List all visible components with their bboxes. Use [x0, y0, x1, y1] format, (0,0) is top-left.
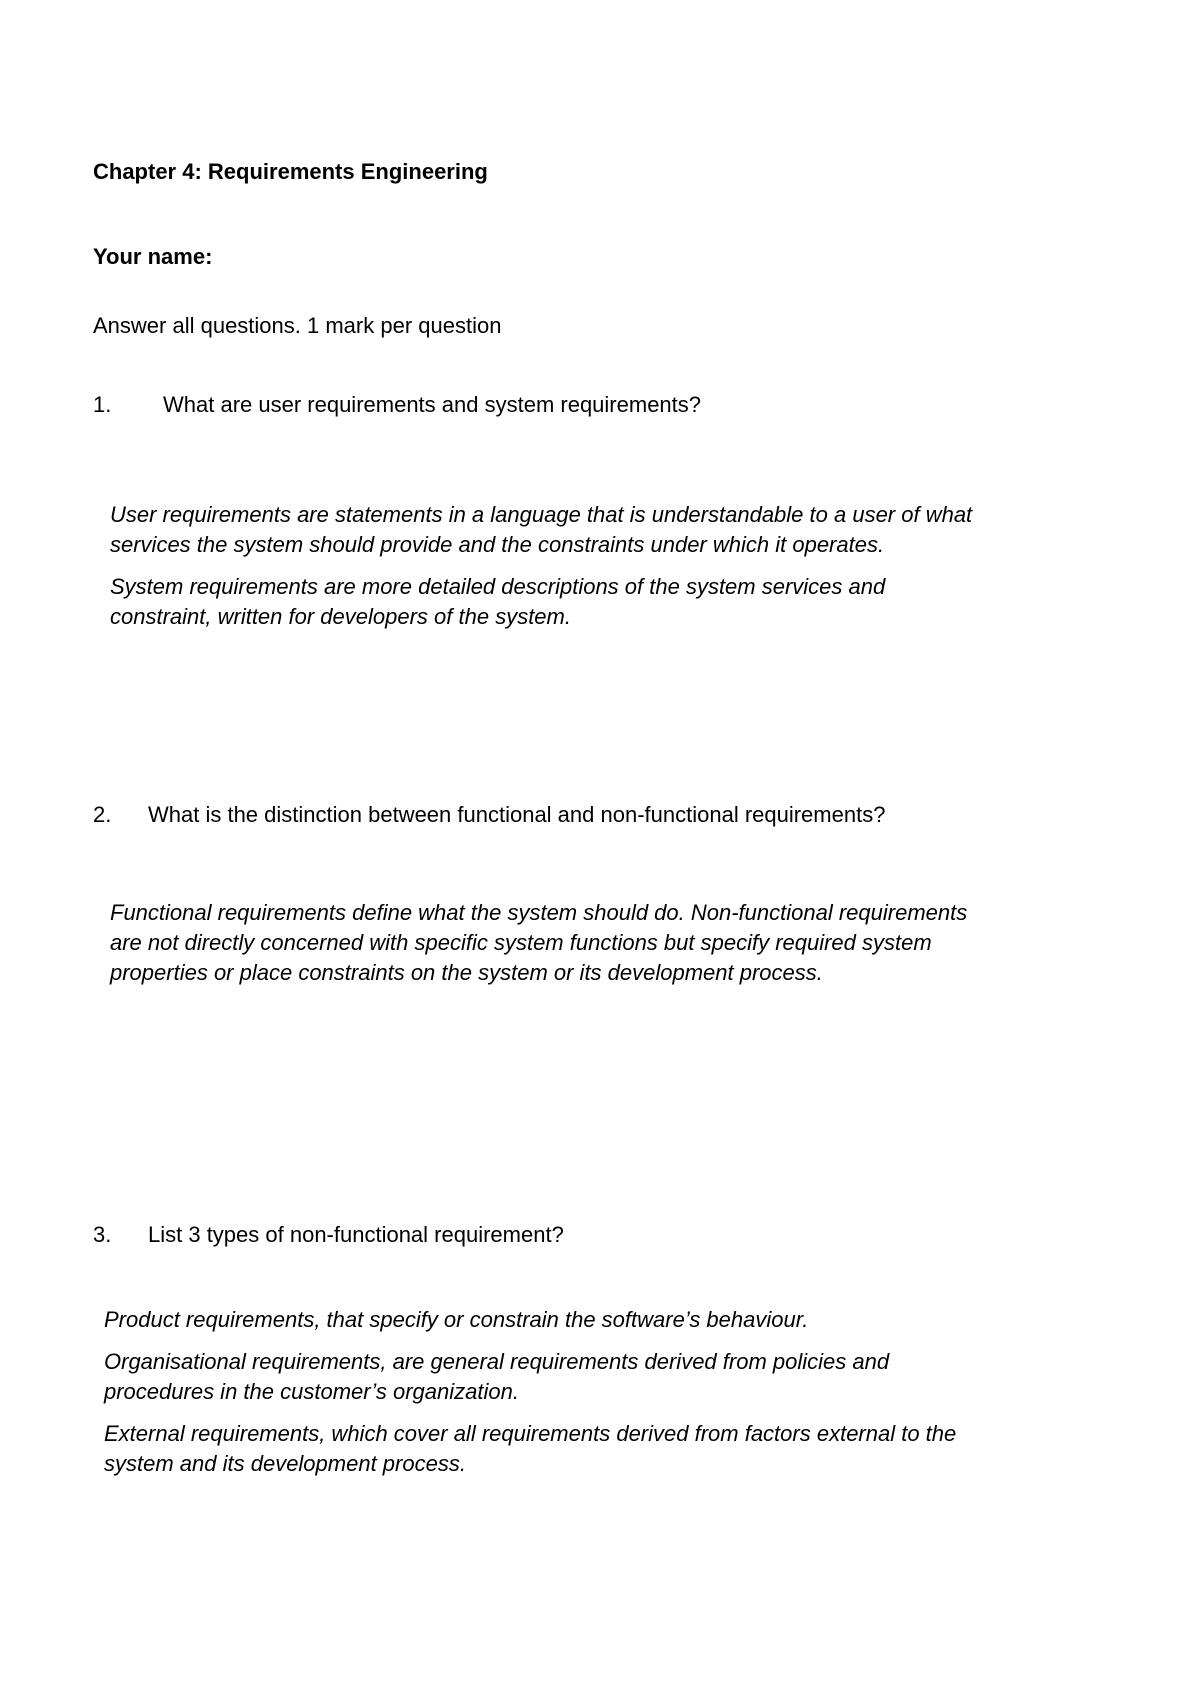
answer-3-paragraph: [104, 1347, 956, 1407]
question-2-number: 2.: [93, 802, 112, 827]
answer-3-paragraph: [104, 1305, 956, 1335]
answer-line: Organisational requirements, are general requirements derived from policies and: [104, 1349, 890, 1374]
name-label: Your name:: [93, 244, 213, 269]
question-1-text: What are user requirements and system requirements?: [163, 392, 702, 417]
answer-line: services the system should provide and the constraints under which it operates.: [110, 532, 885, 557]
question-3-number: 3.: [93, 1222, 112, 1247]
answer-line: are not directly concerned with specific system functions but specify required system: [110, 930, 932, 955]
answer-2: [110, 898, 967, 1000]
answer-line: System requirements are more detailed descriptions of the system services and: [110, 574, 886, 599]
answer-3-paragraph: [104, 1419, 956, 1479]
question-3-text: List 3 types of non-functional requirement?: [148, 1222, 564, 1247]
answer-1-paragraph: [110, 572, 972, 632]
answer-line: constraint, written for developers of the system.: [110, 604, 571, 629]
answer-line: Functional requirements define what the system should do. Non-functional requirements: [110, 900, 968, 925]
question-1-number: 1.: [93, 392, 112, 417]
answer-1: [110, 500, 972, 644]
answer-line: system and its development process.: [104, 1451, 466, 1476]
instructions-text: Answer all questions. 1 mark per question: [93, 313, 502, 338]
answer-line: External requirements, which cover all requirements derived from factors external to the: [104, 1421, 957, 1446]
answer-3: [104, 1305, 956, 1491]
answer-1-paragraph: [110, 500, 972, 560]
answer-line: Product requirements, that specify or constrain the software’s behaviour.: [104, 1307, 809, 1332]
answer-line: procedures in the customer’s organization.: [104, 1379, 519, 1404]
answer-2-paragraph: [110, 898, 967, 988]
answer-line: User requirements are statements in a language that is understandable to a user of what: [110, 502, 973, 527]
document-title: Chapter 4: Requirements Engineering: [93, 159, 488, 184]
question-2-text: What is the distinction between functional and non-functional requirements?: [148, 802, 886, 827]
answer-line: properties or place constraints on the system or its development process.: [110, 960, 823, 985]
